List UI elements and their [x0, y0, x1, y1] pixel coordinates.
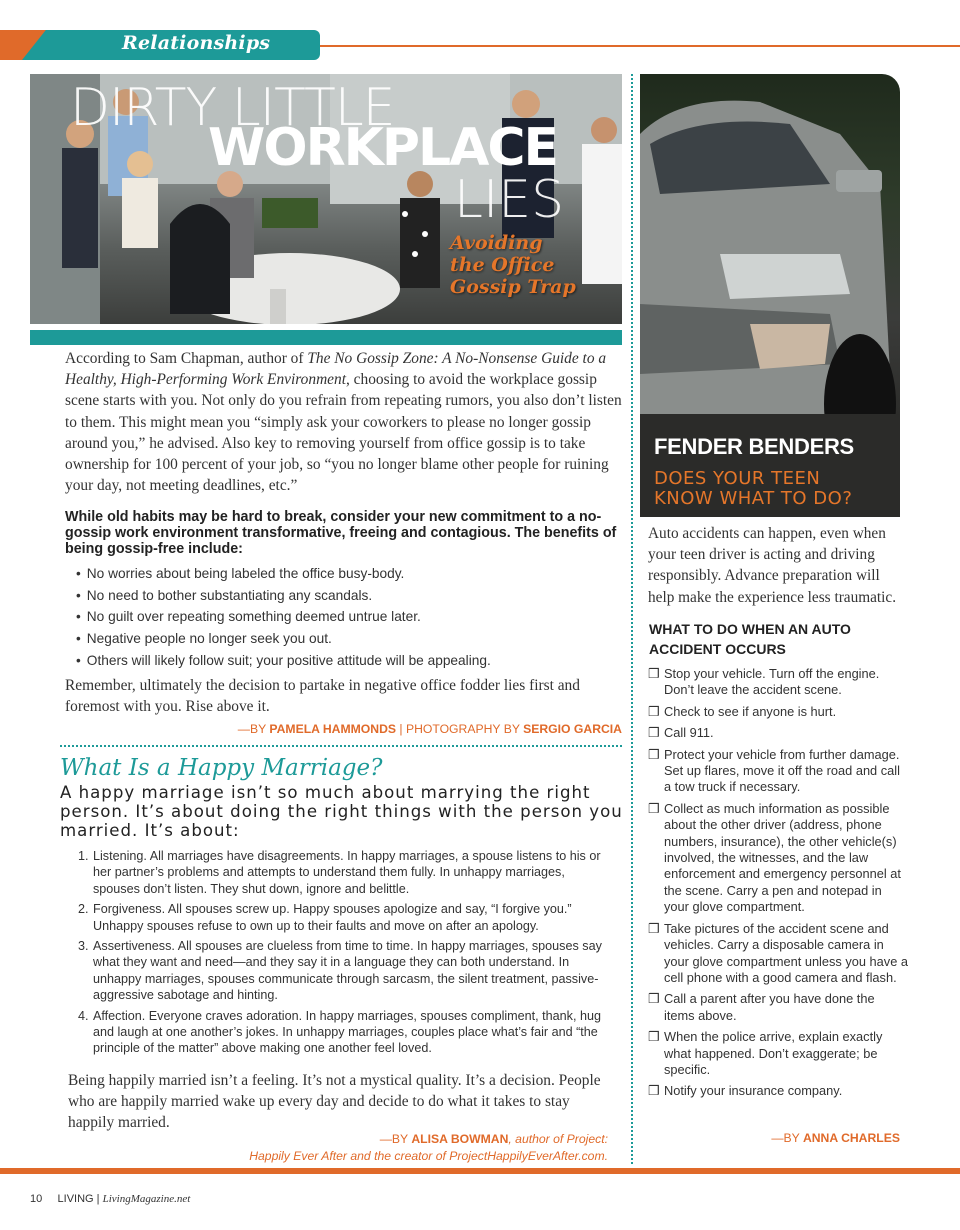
checklist-heading: WHAT TO DO WHEN AN AUTO ACCIDENT OCCURS [649, 621, 851, 657]
checklist-item [648, 991, 908, 1024]
checklist-text: Call 911. [664, 725, 714, 741]
hero-title-line2: WORKPLACE [208, 118, 558, 178]
author-name: ANNA CHARLES [802, 1131, 900, 1145]
office-photo [30, 74, 622, 324]
fender-title: FENDER BENDERS [654, 434, 854, 459]
marriage-byline [200, 1131, 608, 1165]
byline-prefix: —BY [771, 1131, 803, 1145]
gossip-closing: Remember, ultimately the decision to partake in negative office fodder lies first and foremost with you. Rise above it. [65, 677, 580, 716]
section-divider [60, 745, 622, 747]
author-bio: , author of Project: [508, 1132, 608, 1146]
book-title: The No Gossip Zone: A No-Nonsense Guide to a Healthy, High-Performing Work Environment [65, 350, 607, 389]
checklist-item [648, 725, 908, 741]
footer-separator: | [96, 1193, 100, 1205]
list-item: • No need to bother substantiating any scandals. [76, 585, 616, 607]
magazine-name: LIVING [57, 1193, 94, 1205]
header-rule [320, 45, 960, 47]
list-item [78, 938, 608, 1004]
checkbox-icon: ❒ [648, 800, 660, 816]
item-number: 1. [78, 849, 89, 863]
fender-byline [700, 1131, 900, 1145]
checklist-item [648, 1083, 908, 1099]
fender-intro: Auto accidents can happen, even when your teen driver is acting and driving responsibly. Advance preparation will help make the experience less traumatic. [648, 525, 897, 606]
fender-subtitle-line: KNOW WHAT TO DO? [654, 488, 853, 509]
byline-prefix: —BY [379, 1132, 412, 1146]
list-item [78, 848, 608, 897]
byline-prefix: —BY [237, 722, 270, 736]
item-text: Affection. Everyone craves adoration. In happy marriages, spouses compliment, thank, hug and laugh at one another’s jokes. In unhappy marriages, couples place what’s fair and “the principle of the matter” above making one another feel loved. [93, 1008, 601, 1056]
marriage-closing: Being happily married isn’t a feeling. It’s not a mystical quality. It’s a decision. People who are happily married wake up every day and decide to do what it takes to stay happily married. [68, 1072, 601, 1131]
gossip-lead: While old habits may be hard to break, consider your new commitment to a no-gossip work environment transformative, freeing and contagious. The benefits of being gossip-free include: [65, 509, 617, 557]
column-divider [631, 74, 633, 1164]
checklist-item [648, 1029, 908, 1078]
marriage-list [78, 848, 608, 1061]
list-item [78, 1008, 608, 1057]
marriage-title: What Is a Happy Marriage? [60, 755, 383, 781]
car-photo [640, 74, 900, 517]
checklist-item [648, 921, 908, 987]
photographer-name: SERGIO GARCIA [523, 722, 622, 736]
page-footer [30, 1193, 190, 1205]
checklist-text: Protect your vehicle from further damage. Set up flares, move it off the road and call a tow truck if necessary. [664, 746, 900, 795]
marriage-lead: A happy marriage isn’t so much about marrying the right person. It’s about doing the right things with the person you married. It’s about: [60, 783, 623, 840]
checkbox-icon: ❒ [648, 725, 660, 741]
item-number: 4. [78, 1008, 89, 1023]
checkbox-icon: ❒ [648, 746, 660, 762]
checklist-item [648, 801, 908, 916]
list-item: • Others will likely follow suit; your positive attitude will be appealing. [76, 650, 616, 672]
benefits-list [76, 563, 616, 671]
fender-subtitle-line: DOES YOUR TEEN [654, 468, 821, 489]
checkbox-icon: ❒ [648, 703, 660, 719]
author-bio: Happily Ever After and the creator of ProjectHappilyEverAfter.com. [249, 1149, 608, 1163]
checkbox-icon: ❒ [648, 1029, 660, 1045]
checklist-item [648, 704, 908, 720]
author-name: PAMELA HAMMONDS [269, 722, 396, 736]
item-text: Listening. All marriages have disagreements. In happy marriages, a spouse listens to his or her partner’s problems and attempts to understand them fully. In unhappy marriages, spouses don’t listen. They shut down, ignore and belittle. [93, 849, 601, 896]
checkbox-icon: ❒ [648, 666, 660, 681]
hero-caption-bar [30, 330, 622, 345]
list-item: • Negative people no longer seek you out. [76, 628, 616, 650]
checklist-text: Notify your insurance company. [664, 1083, 843, 1099]
item-text: Assertiveness. All spouses are clueless from time to time. In happy marriages, spouses say what they want and need—and they say it in a language they can both understand. In unhappy marriages, spouses communicate through sarcasm, the silent treatment, passive-aggressive sabotage and hinting. [93, 939, 602, 1003]
checkbox-icon: ❒ [648, 991, 660, 1007]
fender-subtitle [654, 469, 852, 509]
section-label: Relationships [122, 32, 271, 54]
item-number: 2. [78, 902, 89, 917]
checklist-item [648, 666, 908, 699]
checklist-text: Call a parent after you have done the items above. [664, 991, 875, 1023]
checklist-text: Collect as much information as possible about the other driver (address, phone numbers, insurance), the other vehicle(s) involved, the witnesses, and the law enforcement and emergency personnel at the scene. Carry a pen and notepad in your glove compartment. [664, 800, 901, 915]
hero-subtitle-line: the Office [450, 254, 555, 276]
list-item: • No worries about being labeled the office busy-body. [76, 563, 616, 585]
magazine-website: LivingMagazine.net [102, 1193, 191, 1205]
checkbox-icon: ❒ [648, 1083, 660, 1099]
checklist-item [648, 747, 908, 796]
intro-text: According to Sam Chapman, author of [65, 350, 308, 367]
hero-subtitle-line: Gossip Trap [450, 276, 576, 298]
hero-subtitle-line: Avoiding [450, 232, 543, 254]
checkbox-icon: ❒ [648, 920, 660, 936]
page-number: 10 [30, 1193, 43, 1205]
accident-checklist [648, 666, 908, 1105]
hero-subtitle [450, 232, 576, 298]
hero-title-line1: DIRTY LITTLE [70, 78, 395, 138]
list-item: • No guilt over repeating something deemed untrue later. [76, 606, 616, 628]
byline-separator: | PHOTOGRAPHY BY [396, 722, 524, 736]
gossip-intro-paragraph [65, 348, 625, 496]
list-item [78, 901, 608, 934]
hero-title-line3: LIES [454, 170, 565, 230]
footer-rule [0, 1168, 960, 1174]
checklist-text: Take pictures of the accident scene and vehicles. Carry a disposable camera in your glove compartment unless you have a cell phone with a good camera and flash. [664, 920, 908, 985]
gossip-byline [100, 722, 622, 736]
item-text: Forgiveness. All spouses screw up. Happy spouses apologize and say, “I forgive you.” Unhappy spouses refuse to own up to their faults and move on after an apology. [93, 902, 572, 933]
intro-text: , choosing to avoid the workplace gossip scene starts with you. Not only do you refrain from repeating rumors, you also don’t listen to them. This might mean you “simply ask your coworkers to please no longer gossip around you,” he advised. Also key to removing yourself from office gossip is to take ownership for 100 percent of your job, so “you no longer blame other people for ruining your day, not meeting deadlines, etc.” [65, 371, 622, 495]
checklist-text: Stop your vehicle. Turn off the engine. Don’t leave the accident scene. [664, 666, 880, 698]
item-number: 3. [78, 939, 89, 954]
author-name: ALISA BOWMAN [411, 1132, 509, 1146]
checklist-text: Check to see if anyone is hurt. [664, 703, 837, 719]
checklist-text: When the police arrive, explain exactly what happened. Don’t exaggerate; be specific. [664, 1029, 883, 1077]
